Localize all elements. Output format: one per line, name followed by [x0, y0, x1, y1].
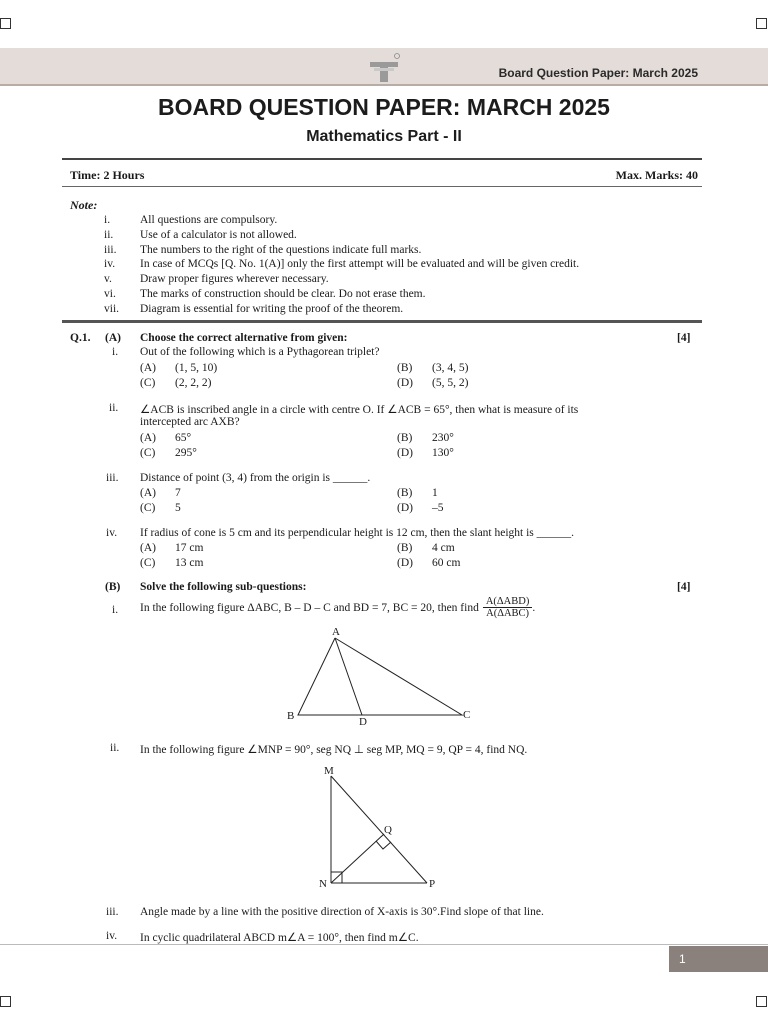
option-label: (D)	[397, 377, 413, 389]
note-item: ii. Use of a calculator is not allowed.	[104, 228, 297, 241]
label-a: A	[332, 626, 340, 638]
publisher-logo-icon	[364, 52, 404, 84]
question-text: In the following figure ∠MNP = 90°, seg NQ ⊥ seg MP, MQ = 9, QP = 4, find NQ.	[140, 744, 528, 756]
option-label: (C)	[140, 377, 156, 389]
question-text: In cyclic quadrilateral ABCD m∠A = 100°, then find m∠C.	[140, 932, 419, 944]
option-label: (B)	[397, 542, 413, 554]
note-item: vii. Diagram is essential for writing the proof of the theorem.	[104, 302, 404, 315]
page-subtitle: Mathematics Part - II	[306, 128, 462, 145]
question-number: i.	[112, 346, 119, 358]
question-text: Distance of point (3, 4) from the origin is ______.	[140, 472, 371, 484]
triangle-abc-figure	[280, 622, 480, 732]
question-number: ii.	[109, 402, 119, 414]
option-label: (A)	[140, 432, 156, 444]
option-label: (C)	[140, 557, 156, 569]
page-number: 1	[669, 946, 768, 972]
note-item: v. Draw proper figures wherever necessary.	[104, 273, 329, 286]
option-label: (B)	[397, 487, 413, 499]
max-marks-label: Max. Marks: 40	[615, 168, 698, 182]
option-value: (2, 2, 2)	[175, 377, 212, 389]
question-text: Angle made by a line with the positive direction of X-axis is 30°.Find slope of that line.	[140, 906, 544, 918]
label-c: C	[463, 709, 471, 721]
note-item: vi. The marks of construction should be clear. Do not erase them.	[104, 287, 426, 300]
section-marks: [4]	[677, 581, 691, 593]
note-list	[104, 213, 579, 317]
option-label: (B)	[397, 362, 413, 374]
label-q: Q	[384, 824, 392, 836]
option-value: 230°	[432, 432, 454, 444]
option-value: 130°	[432, 447, 454, 459]
question-number: iii.	[106, 906, 119, 918]
rule	[62, 158, 702, 160]
question-number: iv.	[106, 930, 118, 942]
option-label: (D)	[397, 557, 413, 569]
option-value: 7	[175, 487, 181, 499]
section-label: (B)	[105, 581, 121, 593]
question-text: Out of the following which is a Pythagorean triplet?	[140, 346, 380, 358]
option-label: (A)	[140, 542, 156, 554]
rule	[62, 186, 702, 187]
time-label: Time: 2 Hours	[70, 168, 145, 182]
option-value: 17 cm	[175, 542, 204, 554]
note-item: iii. The numbers to the right of the questions indicate full marks.	[104, 243, 422, 256]
option-value: 4 cm	[432, 542, 455, 554]
label-d: D	[359, 716, 367, 728]
crop-mark-top-right	[756, 18, 767, 29]
option-value: 60 cm	[432, 557, 461, 569]
option-label: (A)	[140, 362, 156, 374]
label-b: B	[287, 710, 295, 722]
area-ratio-fraction: $\frac{\text{A(ΔABD)}}{\text{A(ΔABC)}}$	[483, 596, 533, 619]
crop-mark-bottom-left	[0, 996, 11, 1007]
running-header: Board Question Paper: March 2025	[498, 66, 698, 80]
crop-mark-bottom-right	[756, 996, 767, 1007]
right-triangle-mnp-figure	[315, 762, 445, 892]
option-value: (3, 4, 5)	[432, 362, 469, 374]
option-value: 65°	[175, 432, 192, 444]
footer-rule	[0, 944, 768, 945]
label-m: M	[324, 765, 334, 777]
option-value: 5	[175, 502, 181, 514]
option-value: –5	[432, 502, 444, 514]
note-item: iv. In case of MCQs [Q. No. 1(A)] only the first attempt will be evaluated and will be given credit.	[104, 258, 580, 271]
section-heading: Choose the correct alternative from given:	[140, 332, 348, 344]
question-number: Q.1.	[70, 332, 91, 344]
option-label: (D)	[397, 502, 413, 514]
option-label: (C)	[140, 502, 156, 514]
option-label: (D)	[397, 447, 413, 459]
note-item: i. All questions are compulsory.	[104, 214, 278, 226]
question-number: iii.	[106, 472, 119, 484]
option-value: 1	[432, 487, 438, 499]
rule	[62, 320, 702, 323]
option-value: (5, 5, 2)	[432, 377, 469, 389]
question-text: In the following figure ΔABC, B – D – C and BD = 7, BC = 20, then find $\frac{\text{A(ΔABD)}}{\text{A(ΔABC)}}$ .	[140, 596, 536, 619]
section-heading: Solve the following sub-questions:	[140, 581, 307, 593]
option-label: (A)	[140, 487, 156, 499]
page-title: BOARD QUESTION PAPER: MARCH 2025	[158, 94, 610, 120]
question-text: If radius of cone is 5 cm and its perpendicular height is 12 cm, then the slant height is ______.	[140, 527, 575, 539]
question-number: ii.	[110, 742, 120, 754]
question-number: iv.	[106, 527, 118, 539]
section-marks: [4]	[677, 332, 691, 344]
option-label: (C)	[140, 447, 156, 459]
crop-mark-top-left	[0, 18, 11, 29]
label-p: P	[429, 878, 436, 890]
question-number: i.	[112, 604, 119, 616]
question-text-continued: intercepted arc AXB?	[140, 416, 240, 428]
note-heading: Note:	[70, 198, 98, 212]
option-label: (B)	[397, 432, 413, 444]
label-n: N	[319, 878, 327, 890]
option-value: 13 cm	[175, 557, 204, 569]
section-label: (A)	[105, 332, 121, 344]
option-value: (1, 5, 10)	[175, 362, 218, 374]
question-text: ∠ACB is inscribed angle in a circle with centre O. If ∠ACB = 65°, then what is measure of its	[140, 404, 579, 416]
option-value: 295°	[175, 447, 197, 459]
